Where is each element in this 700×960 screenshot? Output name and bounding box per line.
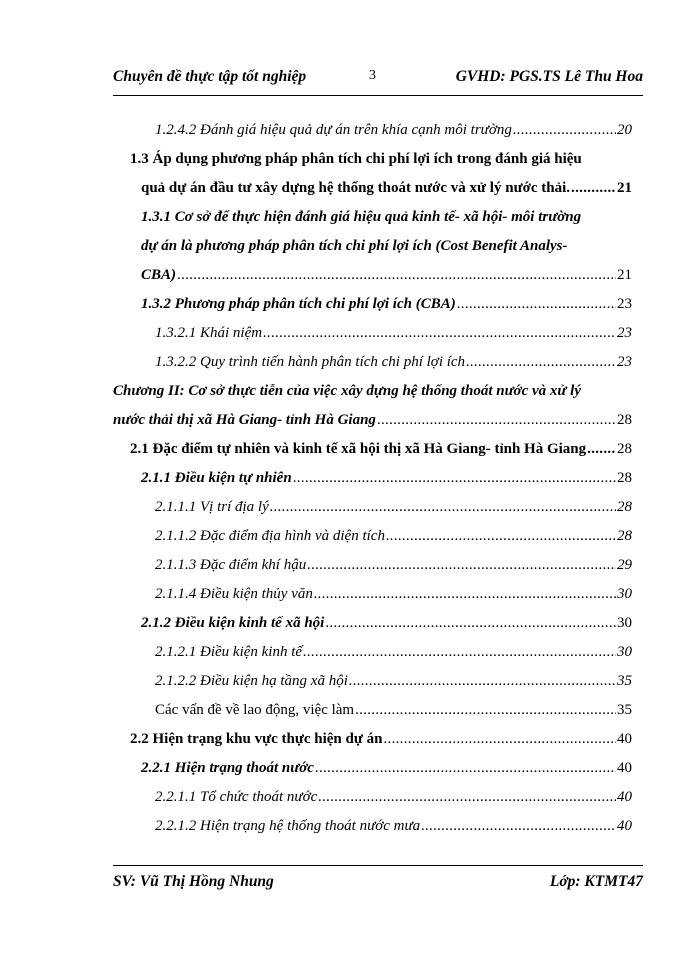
header-rule — [113, 95, 643, 96]
footer-rule — [113, 865, 643, 866]
toc-entry[interactable]: 2.1.1.2 Đặc điểm địa hình và diện tích ..... 28 — [155, 522, 632, 551]
toc-entry[interactable]: Các vấn đề về lao động, việc làm ..... 35 — [155, 696, 632, 725]
toc-entry[interactable]: 2.2.1.2 Hiện trạng hệ thống thoát nước mưa ..... 40 — [155, 812, 632, 841]
toc-entry[interactable]: 2.2.1 Hiện trạng thoát nước ..... 40 — [141, 754, 632, 783]
toc-entry[interactable]: 2.2 Hiện trạng khu vực thực hiện dự án ..... 40 — [130, 725, 632, 754]
toc-entry[interactable]: 2.1 Đặc điểm tự nhiên và kinh tế xã hội thị xã Hà Giang- tỉnh Hà Giang ..... 28 — [130, 435, 632, 464]
toc-entry[interactable]: 1.2.4.2 Đánh giá hiệu quả dự án trên khía cạnh môi trường ..... 20 — [155, 116, 632, 145]
toc-entry[interactable]: 2.1.2.2 Điều kiện hạ tầng xã hội ..... 35 — [155, 667, 632, 696]
toc-entry[interactable]: 1.3 Áp dụng phương pháp phân tích chi phí lợi ích trong đánh giá hiệu quả dự án đầu tư xây dựng hệ thống thoát nước và xử lý nước thải. ..... 21 — [130, 145, 632, 203]
toc-entry[interactable]: 1.3.1 Cơ sở để thực hiện đánh giá hiệu quả kinh tế- xã hội- môi trường dự án là phương pháp phân tích chi phí lợi ích (Cost Benefit Analys- CBA) ..... 21 — [141, 203, 632, 290]
toc-entry[interactable]: 2.1.2 Điều kiện kinh tế xã hội ..... 30 — [141, 609, 632, 638]
footer-class: Lớp: KTMT47 — [549, 873, 643, 890]
header-advisor: GVHD: PGS.TS Lê Thu Hoa — [455, 68, 643, 85]
toc-entry[interactable]: Chương II: Cơ sở thực tiễn của việc xây dựng hệ thống thoát nước và xử lý nước thải thị xã Hà Giang- tỉnh Hà Giang ..... 28 — [113, 377, 632, 435]
toc-entry[interactable]: 2.1.2.1 Điều kiện kinh tế ..... 30 — [155, 638, 632, 667]
footer-student: SV: Vũ Thị Hồng Nhung — [113, 873, 274, 890]
toc-entry[interactable]: 2.2.1.1 Tổ chức thoát nước ..... 40 — [155, 783, 632, 812]
page-footer — [113, 873, 643, 891]
header-title: Chuyên đề thực tập tốt nghiệp — [113, 68, 307, 85]
toc-entry[interactable]: 1.3.2.2 Quy trình tiến hành phân tích chi phí lợi ích ..... 23 — [155, 348, 632, 377]
toc-entry[interactable]: 2.1.1.1 Vị trí địa lý ..... 28 — [155, 493, 632, 522]
toc-entry[interactable]: 2.1.1.4 Điều kiện thủy văn ..... 30 — [155, 580, 632, 609]
toc-entry[interactable]: 2.1.1.3 Đặc điểm khí hậu ..... 29 — [155, 551, 632, 580]
toc-entry[interactable]: 1.3.2 Phương pháp phân tích chi phí lợi ích (CBA) ..... 23 — [141, 290, 632, 319]
toc-entry[interactable]: 2.1.1 Điều kiện tự nhiên ..... 28 — [141, 464, 632, 493]
page-number: 3 — [369, 68, 376, 83]
page-header — [113, 68, 643, 92]
toc-entry[interactable]: 1.3.2.1 Khái niệm ..... 23 — [155, 319, 632, 348]
